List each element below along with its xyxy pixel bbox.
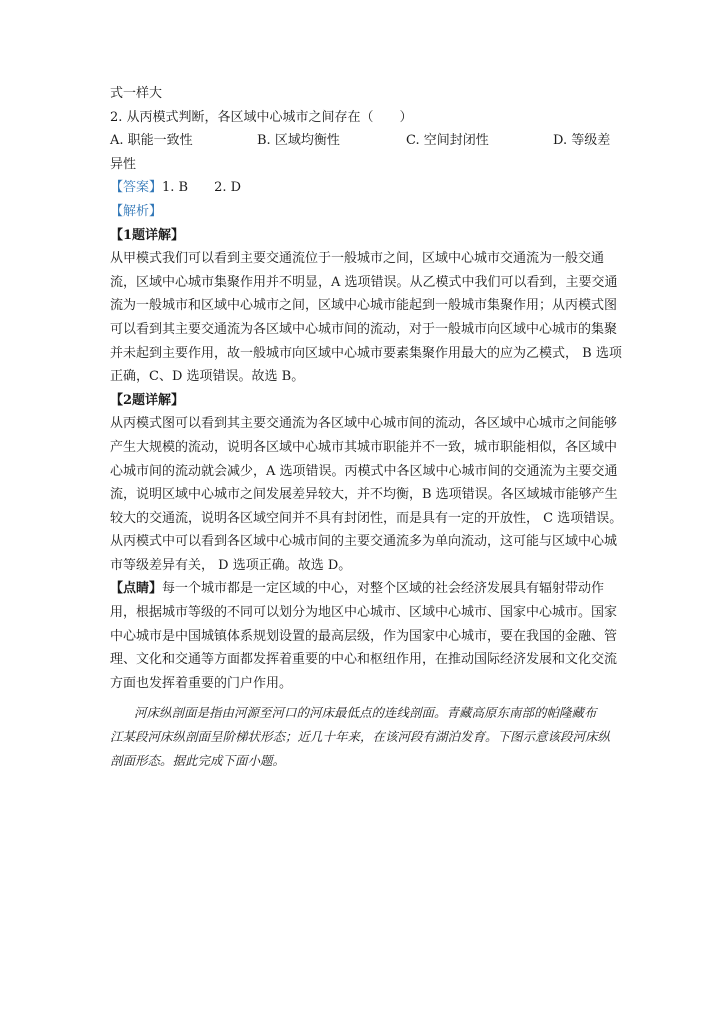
detail-2-line: 流，说明区域中心城市之间发展差异较大，并不均衡，B 选项错误。各区域城市能够产生	[110, 487, 618, 503]
passage-line: 剖面形态。据此完成下面小题。	[110, 753, 286, 769]
option-c: C. 空间封闭性	[406, 133, 489, 149]
detail-2-line: 较大的交通流，说明各区域空间并不具有封闭性，而是具有一定的开放性， C 选项错误。	[110, 510, 623, 526]
detail-1-line: 流，区域中心城市集聚作用并不明显，A 选项错误。从乙模式中我们可以看到，主要交通	[110, 274, 618, 290]
detail-2-line: 产生大规模的流动，说明各区域中心城市其城市职能并不一致，城市职能相似，各区域中	[110, 439, 618, 455]
point-line: 用，根据城市等级的不同可以划分为地区中心城市、区域中心城市、国家中心城市。国家	[110, 605, 618, 621]
option-d: D. 等级差	[553, 133, 611, 149]
text-line: 式一样大	[110, 86, 163, 101]
answer-q2: 2. D	[214, 180, 242, 196]
point-first-line	[110, 577, 616, 601]
passage-text: 河床纵剖面是指由河源至河口的河床最低点的连线剖面。青藏高原东南部的帕隆藏布	[134, 705, 597, 721]
passage-line	[110, 701, 616, 725]
point-label: 【点睛】	[110, 581, 163, 597]
detail-2-line: 从丙模式中可以看到各区域中心城市间的主要交通流多为单向流动，这可能与区域中心城	[110, 534, 618, 550]
answer-label: 【答案】	[110, 180, 163, 196]
detail-1-line: 从甲模式我们可以看到主要交通流位于一般城市之间，区域中心城市交通流为一般交通	[110, 251, 605, 267]
detail-2-line: 市等级差异有关， D 选项正确。故选 D。	[110, 557, 352, 573]
document-page	[110, 82, 623, 773]
detail-2-line: 心城市间的流动就会减少，A 选项错误。丙模式中各区域中心城市间的交通流为主要交通	[110, 463, 618, 479]
detail-2-label: 【2题详解】	[110, 392, 185, 408]
detail-1-line: 可以看到其主要交通流为各区域中心城市间的流动，对于一般城市向区域中心城市的集聚	[110, 321, 618, 337]
analysis-label: 【解析】	[110, 203, 163, 219]
question-2-options	[110, 129, 616, 153]
detail-1-label: 【1题详解】	[110, 227, 185, 243]
detail-2-line: 从丙模式图可以看到其主要交通流为各区域中心城市间的流动，各区域中心城市之间能够	[110, 416, 618, 432]
detail-1-line: 并未起到主要作用，故一般城市向区域中心城市要素集聚作用最大的应为乙模式， B 选项	[110, 345, 622, 361]
option-d-continued: 异性	[110, 156, 137, 172]
point-line: 中心城市是中国城镇体系规划设置的最高层级，作为国家中心城市，要在我国的金融、管	[110, 628, 618, 644]
option-b: B. 区域均衡性	[257, 133, 340, 149]
point-text: 每一个城市都是一定区域的中心，对整个区域的社会经济发展具有辐射带动作	[162, 581, 605, 597]
detail-1-line: 正确，C、D 选项错误。故选 B。	[110, 369, 305, 385]
answer-q1: 1. B	[162, 180, 189, 196]
reading-passage	[110, 701, 616, 773]
question-2-stem: 2. 从丙模式判断，各区域中心城市之间存在（ ）	[110, 109, 413, 125]
passage-line: 江某段河床纵剖面呈阶梯状形态；近几十年来，在该河段有湖泊发育。下图示意该段河床纵	[110, 729, 611, 745]
option-a: A. 职能一致性	[110, 133, 193, 149]
point-line: 理、文化和交通等方面都发挥着重要的中心和枢纽作用，在推动国际经济发展和文化交流	[110, 652, 618, 668]
detail-1-line: 流为一般城市和区域中心城市之间，区域中心城市能起到一般城市集聚作用；从丙模式图	[110, 298, 618, 314]
answer-line	[110, 176, 616, 200]
point-line: 方面也发挥着重要的门户作用。	[110, 675, 293, 691]
